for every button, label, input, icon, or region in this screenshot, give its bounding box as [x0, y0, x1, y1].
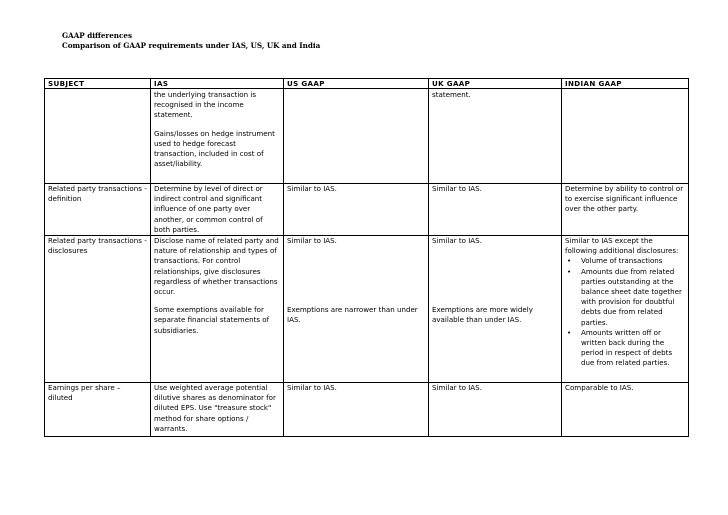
column-header-us-gaap: US GAAP: [284, 79, 429, 89]
cell-subject: [45, 184, 151, 236]
document-header: [62, 31, 320, 51]
cell-text: statement.: [432, 90, 471, 99]
cell-text: Similar to IAS.: [432, 236, 482, 246]
cell-uk-gaap: [429, 184, 562, 236]
cell-text: Gains/losses on hedge instrument used to hedge forecast transaction, included in cost of asset/liability.: [154, 128, 275, 169]
cell-text: Similar to IAS.: [432, 184, 482, 193]
cell-ias: [151, 236, 284, 383]
cell-subject: [45, 89, 151, 184]
table-row: [45, 236, 689, 383]
cell-text: the underlying transaction is recognised in the income statement.: [154, 90, 257, 120]
cell-text: Similar to IAS.: [287, 383, 337, 393]
cell-uk-gaap: [429, 383, 562, 437]
cell-text: Related party transactions - disclosures: [48, 236, 147, 256]
cell-text: Earnings per share – diluted: [48, 383, 121, 403]
cell-text: Similar to IAS.: [287, 236, 337, 246]
cell-uk-gaap: [429, 89, 562, 184]
list-item-text: Amounts due from related parties outstanding at the balance sheet date together with provision for doubtful debts due from related parties.: [581, 266, 682, 327]
cell-indian-gaap: [562, 383, 689, 437]
cell-text: Exemptions are more widely available than under IAS.: [432, 305, 533, 325]
cell-ias: [151, 383, 284, 437]
list-item-text: Amounts written off or written back during the period in respect of debts due from related parties.: [581, 327, 673, 368]
column-header-indian-gaap: INDIAN GAAP: [562, 79, 689, 89]
cell-ias: [151, 89, 284, 184]
cell-us-gaap: [284, 236, 429, 383]
list-item: [565, 267, 685, 328]
bullet-icon: •: [567, 266, 572, 276]
bullet-icon: •: [567, 256, 572, 266]
bullet-icon: •: [567, 327, 572, 337]
cell-us-gaap: [284, 184, 429, 236]
cell-text: Determine by ability to control or to exercise significant influence over the other party.: [565, 184, 684, 214]
cell-indian-gaap: [562, 89, 689, 184]
cell-uk-gaap: [429, 236, 562, 383]
cell-text: Disclose name of related party and nature of relationship and types of transactions. For control relationships, give disclosures regardless of whether transactions occur.: [154, 236, 279, 297]
list-item: [565, 328, 685, 369]
column-header-uk-gaap: UK GAAP: [429, 79, 562, 89]
table-row: [45, 184, 689, 236]
cell-indian-gaap: [562, 184, 689, 236]
document-subtitle: Comparison of GAAP requirements under IAS, US, UK and India: [62, 41, 321, 50]
cell-text: Similar to IAS except the following additional disclosures:: [565, 236, 679, 256]
table-row: [45, 383, 689, 437]
cell-subject: [45, 236, 151, 383]
table-row: [45, 89, 689, 184]
list-item: [565, 256, 685, 266]
document-title: GAAP differences: [62, 31, 133, 40]
column-header-ias: IAS: [151, 79, 284, 89]
gaap-comparison-table: [44, 78, 689, 437]
cell-text: Determine by level of direct or indirect control and significant influence of one party over another, or common control of both parties.: [154, 184, 263, 234]
cell-text: Comparable to IAS.: [565, 383, 634, 393]
cell-us-gaap: [284, 383, 429, 437]
cell-indian-gaap: [562, 236, 689, 383]
cell-text: Use weighted average potential dilutive shares as denominator for diluted EPS. Use "treasure stock" method for share options / warrants.: [154, 383, 276, 433]
cell-text: Similar to IAS.: [287, 184, 337, 193]
cell-text: Related party transactions - definition: [48, 184, 147, 204]
cell-us-gaap: [284, 89, 429, 184]
disclosure-list: [565, 256, 685, 368]
cell-text: Some exemptions available for separate financial statements of subsidiaries.: [154, 305, 270, 335]
cell-text: Similar to IAS.: [432, 383, 482, 393]
cell-text: Exemptions are narrower than under IAS.: [287, 305, 418, 325]
column-header-subject: SUBJECT: [45, 79, 151, 89]
table-header-row: [45, 79, 689, 89]
cell-ias: [151, 184, 284, 236]
list-item-text: Volume of transactions: [581, 256, 663, 266]
cell-subject: [45, 383, 151, 437]
